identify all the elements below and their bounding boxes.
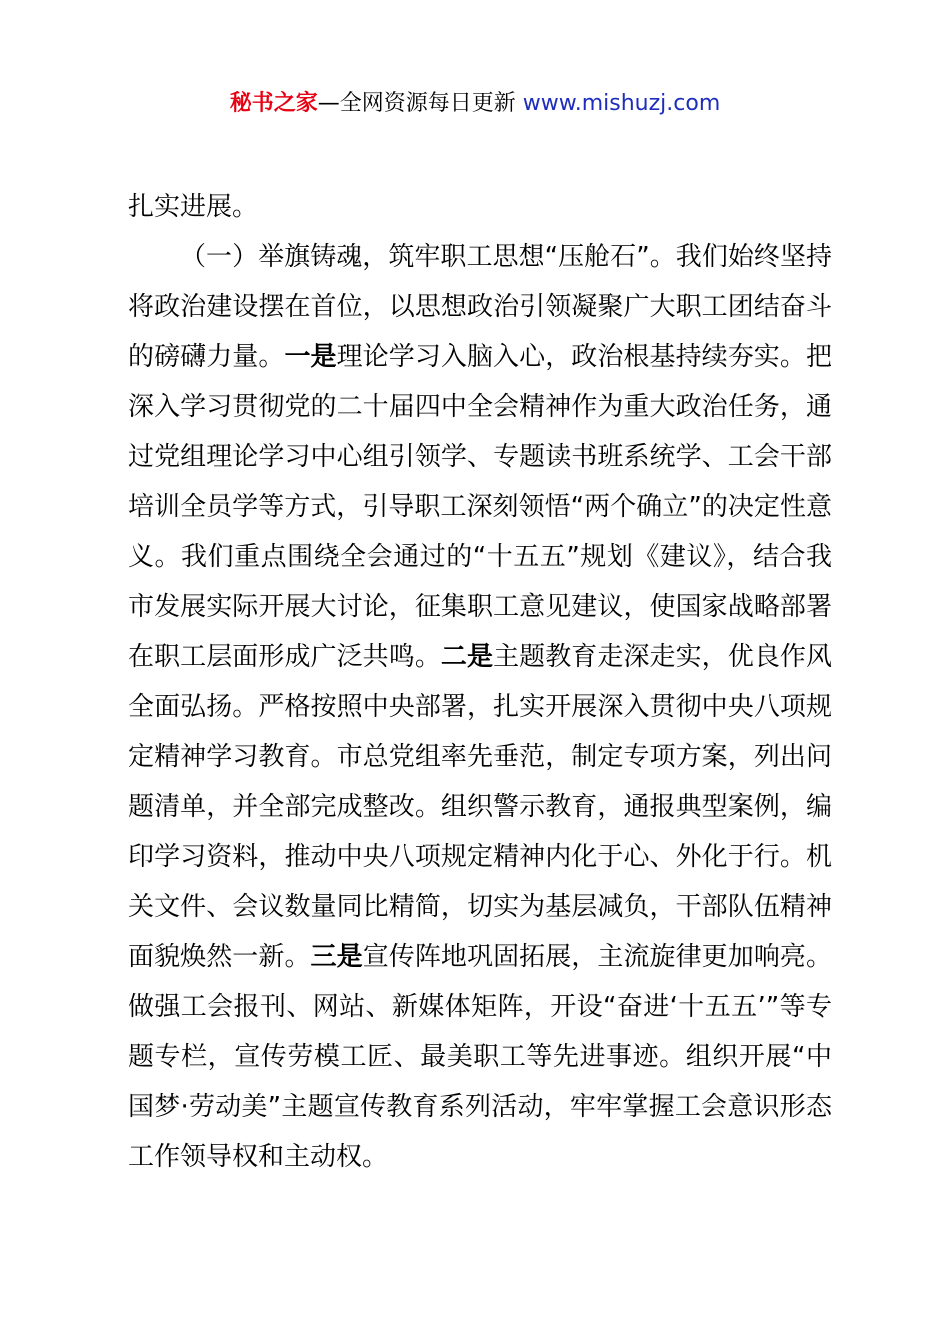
header-slogan: —全网资源每日更新 — [317, 91, 523, 116]
brand-name: 秘书之家 — [229, 91, 318, 116]
point-marker-3: 三是 — [310, 942, 363, 972]
paragraph-continuation: 扎实进展。 — [128, 192, 259, 222]
page-header — [0, 86, 950, 122]
header-url[interactable]: www.mishuzj.com — [522, 91, 721, 116]
point-marker-2: 二是 — [440, 642, 494, 672]
point-text-3: 宣传阵地巩固拓展，主流旋律更加响亮。做强工会报刊、网站、新媒体矩阵，开设“奋进‘十五五’”等专题专栏，宣传劳模工匠、最美职工等先进事迹。组织开展“中国梦·劳动美”主题宣传教育系列活动，牢牢掌握工会意识形态工作领导权和主动权。 — [128, 942, 832, 1172]
point-marker-1: 一是 — [284, 342, 337, 372]
point-text-1: 理论学习入脑入心，政治根基持续夯实。把深入学习贯彻党的二十届四中全会精神作为重大政治任务，通过党组理论学习中心组引领学、专题读书班系统学、工会干部培训全员学等方式，引导职工深刻领悟“两个确立”的决定性意义。我们重点围绕全会通过的“十五五”规划《建议》，结合我市发展实际开展大讨论，征集职工意见建议，使国家战略部署在职工层面形成广泛共鸣。 — [128, 342, 832, 672]
paragraph-section-one — [128, 232, 832, 1182]
point-text-2: 主题教育走深走实，优良作风全面弘扬。严格按照中央部署，扎实开展深入贯彻中央八项规定精神学习教育。市总党组率先垂范，制定专项方案，列出问题清单，并全部完成整改。组织警示教育，通报典型案例，编印学习资料，推动中央八项规定精神内化于心、外化于行。机关文件、会议数量同比精简，切实为基层减负，干部队伍精神面貌焕然一新。 — [128, 642, 832, 972]
document-body — [128, 182, 832, 1182]
section-intro: （一）举旗铸魂，筑牢职工思想“压舱石”。我们始终坚持将政治建设摆在首位，以思想政治引领凝聚广大职工团结奋斗的磅礴力量。 — [128, 242, 832, 372]
